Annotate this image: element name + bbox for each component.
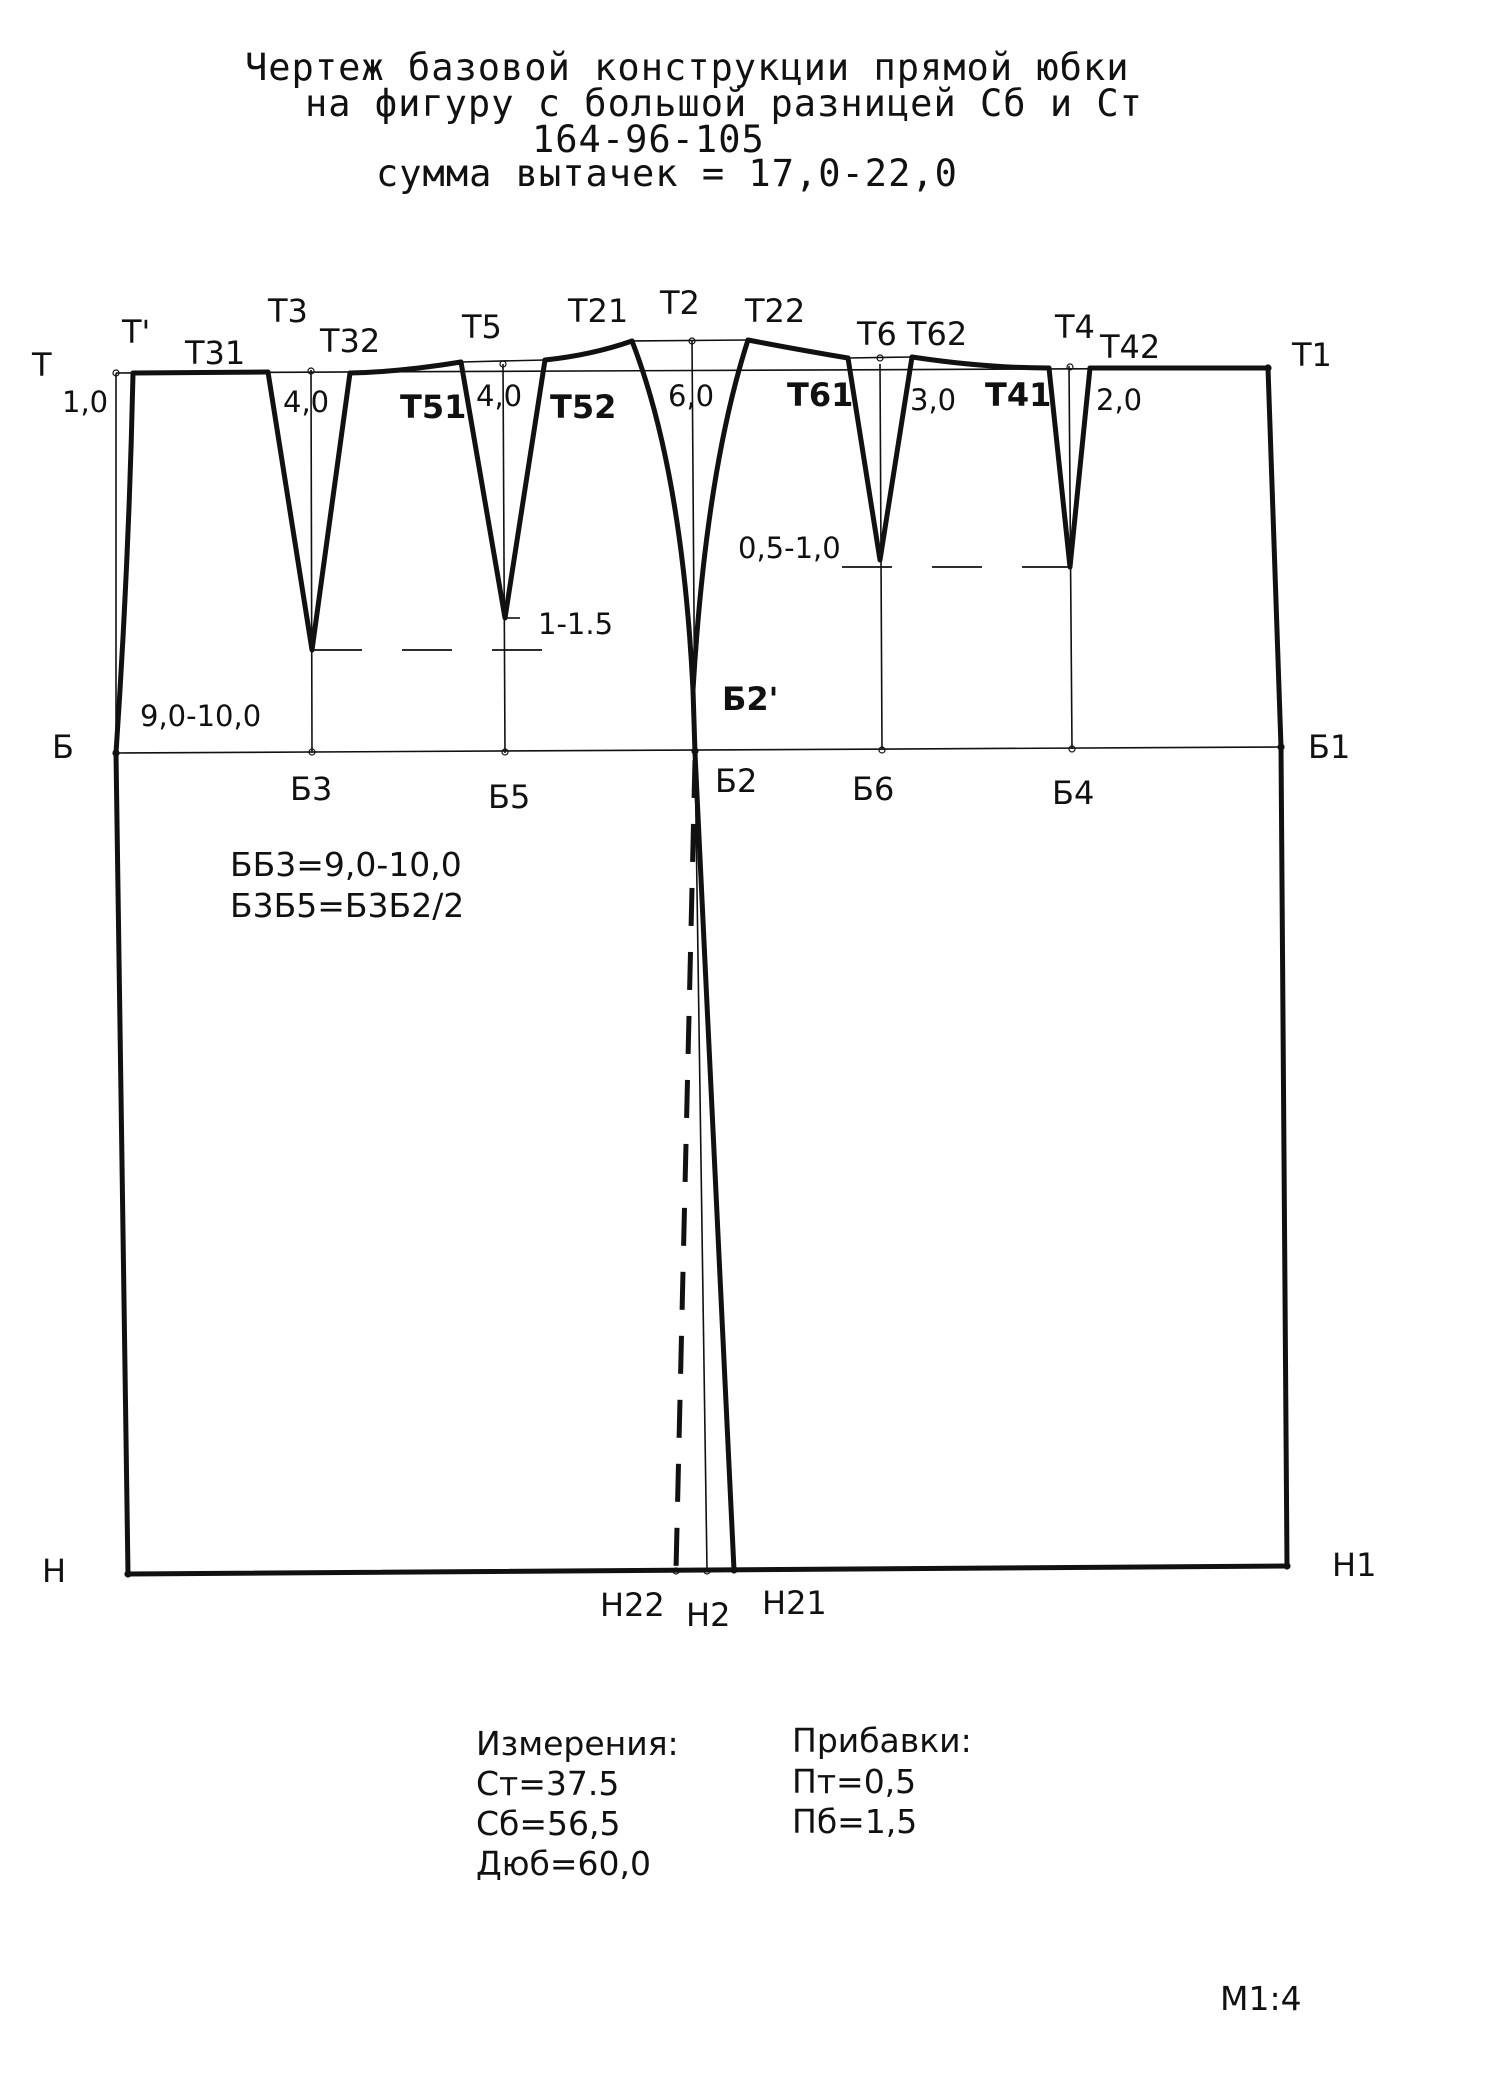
label-b5: Б5 — [488, 778, 531, 816]
title-line-3: 164-96-105 — [532, 118, 765, 161]
waist-left-segment — [133, 372, 268, 373]
label-t42: Т42 — [1100, 328, 1161, 366]
label-h: Н — [42, 1552, 67, 1590]
label-t3: Т3 — [268, 292, 308, 330]
side-seam-left — [116, 373, 133, 1574]
dim-2-0: 2,0 — [1096, 383, 1143, 417]
scale-label: М1:4 — [1220, 1979, 1302, 2018]
measurement-sb: Сб=56,5 — [476, 1804, 621, 1843]
label-t-prime: Т' — [122, 313, 151, 351]
label-t62: Т62 — [907, 315, 968, 353]
dim-4-0-mid: 4,0 — [476, 379, 523, 413]
title-line-4: сумма вытачек = 17,0-22,0 — [376, 152, 958, 195]
side-seam-h22-dashed — [676, 760, 695, 1570]
label-b3: Б3 — [290, 770, 333, 808]
label-b1: Б1 — [1308, 728, 1351, 766]
waist-t62-t41 — [912, 357, 1049, 368]
formula-bb3: ББ3=9,0-10,0 — [230, 845, 462, 884]
label-b4: Б4 — [1052, 774, 1095, 812]
label-t41: Т41 — [985, 376, 1052, 414]
label-b6: Б6 — [852, 770, 895, 808]
dart-axis-t3-b3 — [311, 370, 312, 753]
label-t61: Т61 — [787, 376, 854, 414]
title-line-1: Чертеж базовой конструкции прямой юбки — [245, 46, 1130, 89]
label-b2-prime: Б2' — [722, 680, 779, 718]
label-t4: Т4 — [1055, 308, 1095, 346]
t6-raise-chord — [848, 357, 912, 358]
waist-t52-t21 — [545, 341, 632, 360]
dim-6-0: 6,0 — [668, 379, 715, 413]
dim-0-5-1-0: 0,5-1,0 — [738, 531, 841, 565]
allowances-heading: Прибавки: — [792, 1721, 972, 1760]
t21-t22-chord — [632, 340, 748, 341]
dim-1-0: 1,0 — [62, 385, 109, 419]
dim-9-10: 9,0-10,0 — [140, 699, 262, 733]
measurements-heading: Измерения: — [476, 1724, 679, 1763]
allowance-pt: Пт=0,5 — [792, 1762, 917, 1801]
label-h22: Н22 — [600, 1586, 665, 1624]
label-t5: Т5 — [462, 308, 502, 346]
label-t31: Т31 — [185, 334, 246, 372]
measurement-dyub: Дюб=60,0 — [476, 1844, 652, 1883]
label-t6: Т6 — [857, 315, 897, 353]
label-t: Т — [32, 346, 52, 384]
dim-1-1-5: 1-1.5 — [538, 607, 614, 641]
title-line-2: на фигуру с большой разницей Сб и Ст — [305, 82, 1143, 125]
label-t32: Т32 — [320, 322, 381, 360]
label-t2: Т2 — [660, 284, 700, 322]
measurement-st: Ст=37.5 — [476, 1764, 620, 1803]
label-t22: Т22 — [745, 292, 806, 330]
centre-right — [1268, 368, 1287, 1566]
waist-t22-t61 — [748, 340, 848, 358]
label-t52: Т52 — [550, 388, 617, 426]
label-t51: Т51 — [400, 388, 467, 426]
dart-axis-t5-b5 — [503, 364, 505, 753]
label-t21: Т21 — [568, 292, 629, 330]
allowance-pb: Пб=1,5 — [792, 1802, 918, 1841]
pattern-outline — [116, 340, 1287, 1574]
label-h21: Н21 — [762, 1584, 827, 1622]
label-b2: Б2 — [715, 762, 758, 800]
label-b: Б — [52, 728, 74, 766]
hip-line — [116, 747, 1281, 753]
label-h1: Н1 — [1332, 1546, 1377, 1584]
side-seam-h21 — [693, 690, 734, 1570]
dim-3-0: 3,0 — [910, 383, 957, 417]
dim-4-0-front: 4,0 — [283, 385, 330, 419]
formula-b3b5: Б3Б5=Б3Б2/2 — [230, 886, 465, 925]
label-t1: Т1 — [1292, 336, 1332, 374]
label-h2: Н2 — [686, 1596, 731, 1634]
